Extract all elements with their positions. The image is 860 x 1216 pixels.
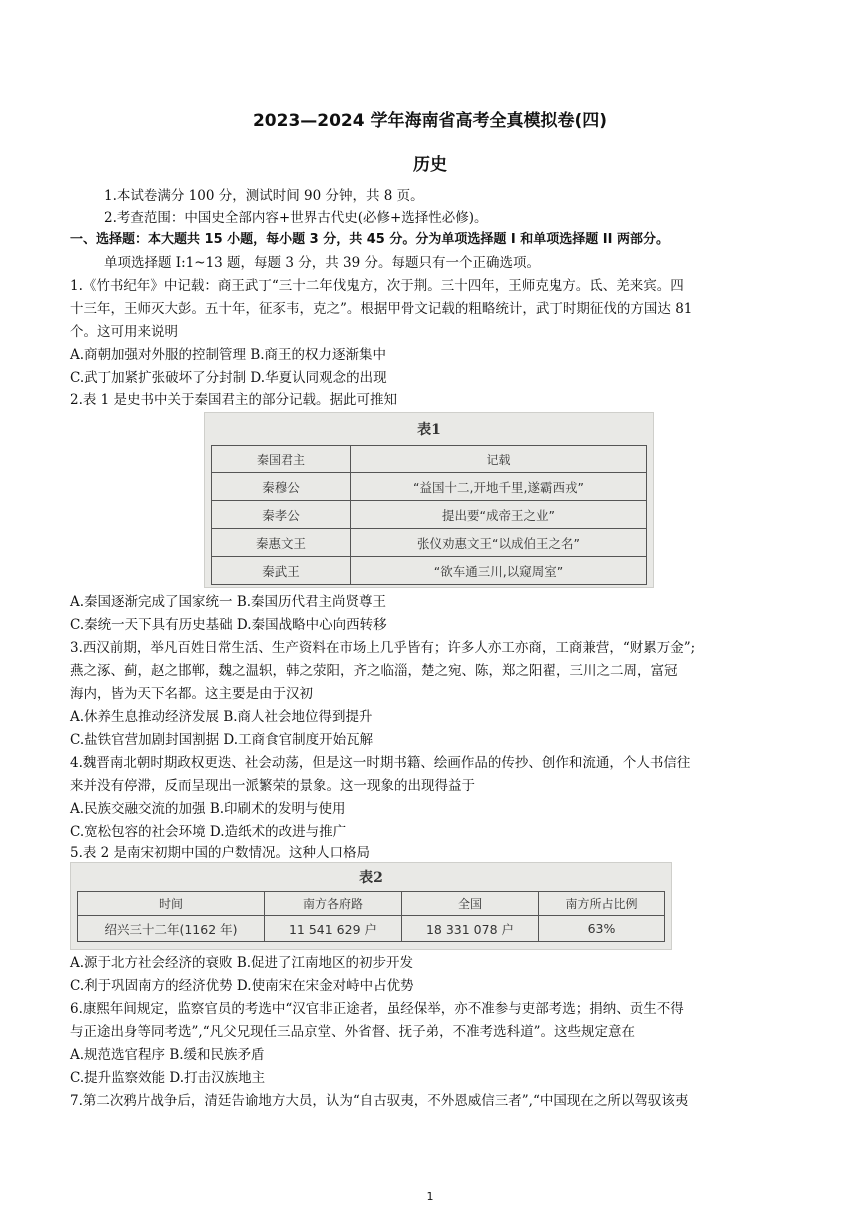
q3-stem-line-2: 燕之涿、蓟，赵之邯郸，魏之温轵，韩之荥阳，齐之临淄，楚之宛、陈，郑之阳翟，三川之二周，富冠 bbox=[70, 663, 678, 679]
q3-stem-line-3: 海内，皆为天下名都。这主要是由于汉初 bbox=[70, 686, 313, 702]
q2-stem: 2.表 1 是史书中关于秦国君主的部分记载。据此可推知 bbox=[70, 392, 398, 408]
note-1: 1.本试卷满分 100 分，测试时间 90 分钟，共 8 页。 bbox=[104, 188, 424, 204]
q2-options-row-1: A.秦国逐渐完成了国家统一 B.秦国历代君主尚贤尊王 bbox=[70, 594, 387, 610]
table-row bbox=[212, 473, 647, 501]
q1-options-row-1: A.商朝加强对外服的控制管理 B.商王的权力逐渐集中 bbox=[70, 347, 387, 363]
table-1-cell: 秦穆公 bbox=[212, 473, 351, 501]
table-2-header-ratio: 南方所占比例 bbox=[539, 892, 665, 916]
q4-options-row-2: C.宽松包容的社会环境 D.造纸术的改进与推广 bbox=[70, 824, 347, 840]
q5-stem: 5.表 2 是南宋初期中国的户数情况。这种人口格局 bbox=[70, 845, 371, 861]
table-row bbox=[78, 916, 665, 942]
q3-options-row-1: A.休养生息推动经济发展 B.商人社会地位得到提升 bbox=[70, 709, 373, 725]
q4-options-row-1: A.民族交融交流的加强 B.印刷术的发明与使用 bbox=[70, 801, 346, 817]
exam-subject: 历史 bbox=[413, 155, 447, 175]
q6-options-row-2: C.提升监察效能 D.打击汉族地主 bbox=[70, 1070, 266, 1086]
table-1-cell: 张仪劝惠文王“以成伯王之名” bbox=[351, 529, 647, 557]
q5-options-row-2: C.利于巩固南方的经济优势 D.使南宋在宋金对峙中占优势 bbox=[70, 978, 414, 994]
table-1-cell: 秦惠文王 bbox=[212, 529, 351, 557]
q6-stem-line-2: 与正途出身等同考选”,“凡父兄现任三品京堂、外省督、抚子弟，不准考选科道”。这些规定意在 bbox=[70, 1024, 635, 1040]
q1-stem-line-2: 十三年，王师灭大彭。五十年，征豕韦，克之”。根据甲骨文记载的粗略统计，武丁时期征伐的方国达 81 bbox=[70, 301, 693, 317]
note-2: 2.考查范围：中国史全部内容+世界古代史(必修+选择性必修)。 bbox=[104, 210, 488, 226]
table-2-cell: 18 331 078 户 bbox=[402, 916, 539, 942]
table-row bbox=[212, 501, 647, 529]
table-2-cell: 绍兴三十二年(1162 年) bbox=[78, 916, 265, 942]
q4-stem-line-1: 4.魏晋南北朝时期政权更迭、社会动荡，但是这一时期书籍、绘画作品的传抄、创作和流通，个人书信往 bbox=[70, 755, 691, 771]
table-2-header-national: 全国 bbox=[402, 892, 539, 916]
section-note: 单项选择题 I:1~13 题，每题 3 分，共 39 分。每题只有一个正确选项。 bbox=[104, 255, 540, 271]
q3-options-row-2: C.盐铁官营加剧封国割据 D.工商食官制度开始瓦解 bbox=[70, 732, 374, 748]
table-2-header-south: 南方各府路 bbox=[265, 892, 402, 916]
table-1-cell: 秦武王 bbox=[212, 557, 351, 585]
page-number: 1 bbox=[426, 1190, 434, 1203]
exam-title: 2023—2024 学年海南省高考全真模拟卷(四) bbox=[252, 111, 608, 131]
q6-options-row-1: A.规范选官程序 B.缓和民族矛盾 bbox=[70, 1047, 265, 1063]
table-2-header-time: 时间 bbox=[78, 892, 265, 916]
q5-options-row-1: A.源于北方社会经济的衰败 B.促进了江南地区的初步开发 bbox=[70, 955, 414, 971]
table-1 bbox=[211, 445, 647, 585]
table-row bbox=[212, 529, 647, 557]
table-row bbox=[212, 557, 647, 585]
table-1-caption: 表1 bbox=[417, 422, 441, 438]
q1-stem-line-3: 个。这可用来说明 bbox=[70, 324, 178, 340]
q3-stem-line-1: 3.西汉前期，举凡百姓日常生活、生产资料在市场上几乎皆有；许多人亦工亦商，工商兼营，“财累万金”; bbox=[70, 640, 696, 656]
table-2-caption: 表2 bbox=[359, 870, 383, 886]
table-1-header-record: 记载 bbox=[351, 446, 647, 473]
q1-options-row-2: C.武丁加紧扩张破坏了分封制 D.华夏认同观念的出现 bbox=[70, 370, 387, 386]
section-heading: 一、选择题：本大题共 15 小题，每小题 3 分，共 45 分。分为单项选择题 I 和单项选择题 II 两部分。 bbox=[70, 232, 669, 247]
table-1-cell: 提出要“成帝王之业” bbox=[351, 501, 647, 529]
table-1-header-ruler: 秦国君主 bbox=[212, 446, 351, 473]
table-1-cell: “益国十二,开地千里,遂霸西戎” bbox=[351, 473, 647, 501]
q1-stem-line-1: 1.《竹书纪年》中记载：商王武丁“三十二年伐鬼方，次于荆。三十四年，王师克鬼方。氐、羌来宾。四 bbox=[70, 278, 684, 294]
table-2-header-row bbox=[78, 892, 665, 916]
table-1-header-row bbox=[212, 446, 647, 473]
table-1-cell: “欲车通三川,以窥周室” bbox=[351, 557, 647, 585]
table-2-cell: 11 541 629 户 bbox=[265, 916, 402, 942]
table-2-cell: 63% bbox=[539, 916, 665, 942]
table-2-image bbox=[70, 862, 672, 950]
table-1-image bbox=[204, 412, 654, 588]
q7-stem-line-1: 7.第二次鸦片战争后，清廷告谕地方大员，认为“自古驭夷，不外恩威信三者”,“中国现在之所以驾驭该夷 bbox=[70, 1093, 689, 1109]
q6-stem-line-1: 6.康熙年间规定，监察官员的考选中“汉官非正途者，虽经保举，亦不准参与吏部考选；捐纳、贡生不得 bbox=[70, 1001, 684, 1017]
table-1-cell: 秦孝公 bbox=[212, 501, 351, 529]
q4-stem-line-2: 来并没有停滞，反而呈现出一派繁荣的景象。这一现象的出现得益于 bbox=[70, 778, 475, 794]
q2-options-row-2: C.秦统一天下具有历史基础 D.秦国战略中心向西转移 bbox=[70, 617, 387, 633]
table-2 bbox=[77, 891, 665, 942]
